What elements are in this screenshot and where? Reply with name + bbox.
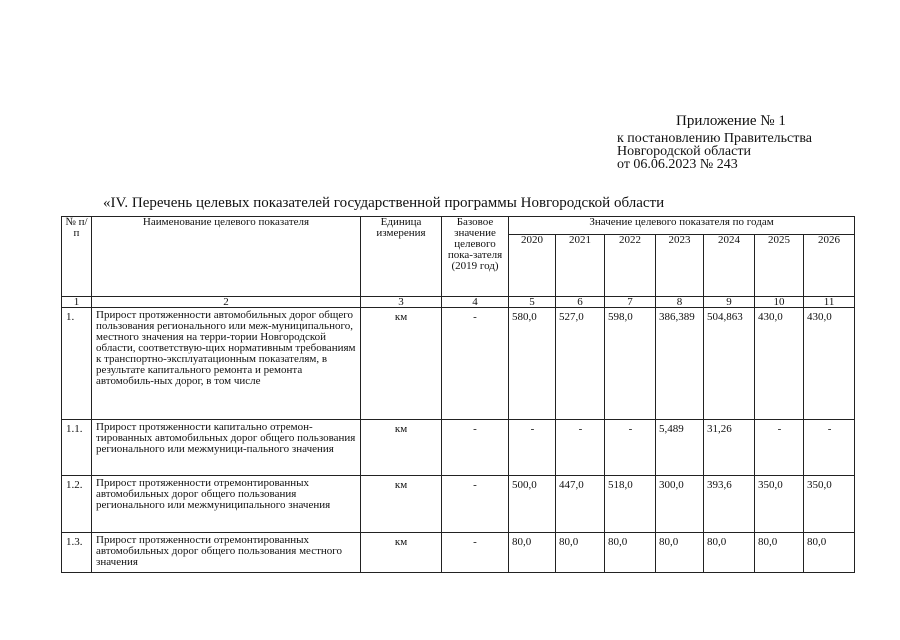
- indicator-value: 80,0: [755, 533, 804, 573]
- column-number: 5: [509, 297, 556, 308]
- header-years-group: Значение целевого показателя по годам: [509, 217, 855, 235]
- indicator-value: 430,0: [755, 308, 804, 420]
- header-year: 2024: [704, 235, 755, 297]
- indicator-unit: км: [361, 476, 442, 533]
- indicator-value: -: [556, 420, 605, 476]
- indicators-table: [61, 216, 855, 573]
- indicator-value: 598,0: [605, 308, 656, 420]
- row-number: 1.2.: [62, 476, 92, 533]
- table-row: [62, 308, 855, 420]
- indicator-name: Прирост протяженности капитально отремон-тированных автомобильных дорог общего пользования регионального или межмуници-пального значения: [92, 420, 361, 476]
- appendix-title: Приложение № 1: [676, 113, 786, 129]
- indicator-value: 430,0: [804, 308, 855, 420]
- table-row: [62, 533, 855, 573]
- column-number: 6: [556, 297, 605, 308]
- header-year: 2022: [605, 235, 656, 297]
- indicator-value: 80,0: [556, 533, 605, 573]
- table-row: [62, 476, 855, 533]
- decree-reference: [617, 132, 812, 171]
- indicator-value: 31,26: [704, 420, 755, 476]
- column-number: 2: [92, 297, 361, 308]
- indicator-base: -: [442, 308, 509, 420]
- header-year: 2021: [556, 235, 605, 297]
- indicator-value: 300,0: [656, 476, 704, 533]
- column-number: 9: [704, 297, 755, 308]
- indicator-base: -: [442, 533, 509, 573]
- column-number: 4: [442, 297, 509, 308]
- column-number: 11: [804, 297, 855, 308]
- indicator-value: 500,0: [509, 476, 556, 533]
- indicator-value: 350,0: [755, 476, 804, 533]
- column-number: 10: [755, 297, 804, 308]
- row-number: 1.1.: [62, 420, 92, 476]
- column-number: 1: [62, 297, 92, 308]
- header-year: 2025: [755, 235, 804, 297]
- header-num: № п/п: [62, 217, 92, 297]
- indicator-value: 447,0: [556, 476, 605, 533]
- header-year: 2026: [804, 235, 855, 297]
- indicator-unit: км: [361, 308, 442, 420]
- indicator-name: Прирост протяженности автомобильных дорог общего пользования регионального или меж-муниципального, местного значения на терри-тории Новгородской области, соответствую-щих нормативным требованиям к транспортно-эксплуатационным показателям, в результате капитального ремонта и ремонта автомобиль-ных дорог, в том числе: [92, 308, 361, 420]
- column-number: 3: [361, 297, 442, 308]
- indicator-value: 5,489: [656, 420, 704, 476]
- indicator-name: Прирост протяженности отремонтированных автомобильных дорог общего пользования местного значения: [92, 533, 361, 573]
- indicator-value: 80,0: [509, 533, 556, 573]
- indicator-value: 80,0: [704, 533, 755, 573]
- section-title: «IV. Перечень целевых показателей государственной программы Новгородской области: [103, 195, 665, 211]
- decree-line: Новгородской области: [617, 144, 751, 159]
- indicator-value: 504,863: [704, 308, 755, 420]
- indicator-base: -: [442, 476, 509, 533]
- indicator-value: 80,0: [656, 533, 704, 573]
- indicator-value: 80,0: [804, 533, 855, 573]
- indicator-value: -: [605, 420, 656, 476]
- decree-line: от 06.06.2023 № 243: [617, 157, 738, 172]
- indicator-value: -: [804, 420, 855, 476]
- indicator-value: 527,0: [556, 308, 605, 420]
- indicator-value: 580,0: [509, 308, 556, 420]
- table-row: [62, 420, 855, 476]
- indicator-value: -: [755, 420, 804, 476]
- row-number: 1.3.: [62, 533, 92, 573]
- header-year: 2020: [509, 235, 556, 297]
- header-unit: Единица измерения: [361, 217, 442, 297]
- decree-line: к постановлению Правительства: [617, 131, 813, 146]
- indicator-value: 350,0: [804, 476, 855, 533]
- column-number: 8: [656, 297, 704, 308]
- header-year: 2023: [656, 235, 704, 297]
- header-base: Базовое значение целевого пока-зателя (2019 год): [442, 217, 509, 297]
- indicator-value: 386,389: [656, 308, 704, 420]
- header-name: Наименование целевого показателя: [92, 217, 361, 297]
- indicator-base: -: [442, 420, 509, 476]
- indicator-unit: км: [361, 533, 442, 573]
- indicator-value: 393,6: [704, 476, 755, 533]
- indicator-name: Прирост протяженности отремонтированных автомобильных дорог общего пользования регионального или межмуниципального значения: [92, 476, 361, 533]
- indicator-value: 80,0: [605, 533, 656, 573]
- indicator-unit: км: [361, 420, 442, 476]
- column-number: 7: [605, 297, 656, 308]
- indicator-value: -: [509, 420, 556, 476]
- indicator-value: 518,0: [605, 476, 656, 533]
- row-number: 1.: [62, 308, 92, 420]
- header-row: [62, 217, 855, 235]
- column-number-row: [62, 297, 855, 308]
